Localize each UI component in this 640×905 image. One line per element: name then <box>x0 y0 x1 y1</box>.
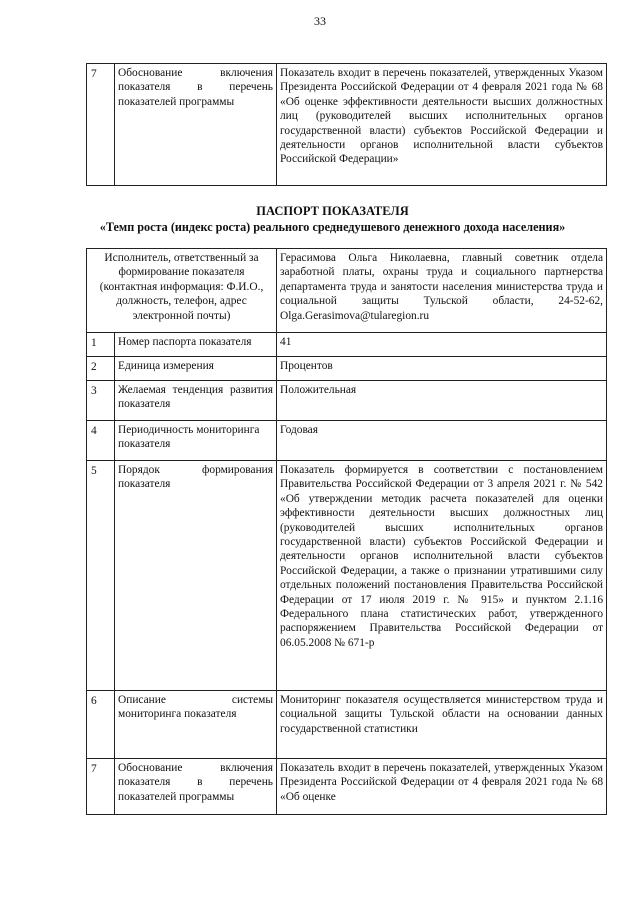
row-value: Показатель входит в перечень показателей, утвержденных Указом Президента Российской Федерации от 4 февраля 2021 года № 68 «Об оценке <box>277 759 607 815</box>
table-row <box>87 381 607 421</box>
row-label: Порядок формирования показателя <box>115 461 277 691</box>
row-number: 6 <box>87 691 115 759</box>
passport-heading <box>60 203 605 235</box>
row-value: Положительная <box>277 381 607 421</box>
table-row <box>87 421 607 461</box>
row-value: Мониторинг показателя осуществляется министерством труда и социальной защиты Тульской области на основании данных государственной статистики <box>277 691 607 759</box>
continuation-table <box>86 63 607 186</box>
table-row <box>87 64 607 186</box>
row-number: 5 <box>87 461 115 691</box>
row-number: 7 <box>87 759 115 815</box>
row-value: Показатель формируется в соответствии с постановлением Правительства Российской Федерации от 3 апреля 2021 г. № 542 «Об утверждении методик расчета показателей для оценки эффективности деятельности высших должностных лиц (руководителей высших исполнительных органов государственной власти) субъектов Российской Федерации и деятельности органов исполнительной власти субъектов Российской Федерации, а также о признании утратившими силу отдельных положений постановления Правительства Российской Федерации от 17 июля 2019 г. № 915» и пунктом 2.1.16 Федерального плана статистических работ, утвержденного распоряжением Правительства Российской Федерации от 06.05.2008 № 671-р <box>277 461 607 691</box>
row-value: 41 <box>277 333 607 357</box>
passport-subtitle: «Темп роста (индекс роста) реального среднедушевого денежного дохода населения» <box>99 220 566 234</box>
executor-value: Герасимова Ольга Николаевна, главный советник отдела заработной платы, охраны труда и социального партнерства департамента труда и занятости населения министерства труда и социальной защиты Тульской области, 24-52-62, Olga.Gerasimova@tularegion.ru <box>277 249 607 333</box>
row-label: Периодичность мониторинга показателя <box>115 421 277 461</box>
row-label: Единица измерения <box>115 357 277 381</box>
row-number: 3 <box>87 381 115 421</box>
row-label: Описание системы мониторинга показателя <box>115 691 277 759</box>
row-number: 1 <box>87 333 115 357</box>
row-value: Годовая <box>277 421 607 461</box>
row-value: Процентов <box>277 357 607 381</box>
page-number: 33 <box>314 14 326 28</box>
row-label: Обоснование включения показателя в перечень показателей программы <box>115 64 277 186</box>
table-row <box>87 461 607 691</box>
row-number: 7 <box>87 64 115 186</box>
passport-table <box>86 248 607 815</box>
passport-title: ПАСПОРТ ПОКАЗАТЕЛЯ <box>256 204 409 218</box>
executor-label: Исполнитель, ответственный за формирование показателя (контактная информация: Ф.И.О., должность, телефон, адрес электронной почты) <box>87 249 277 333</box>
row-label: Обоснование включения показателя в перечень показателей программы <box>115 759 277 815</box>
table-row-executor <box>87 249 607 333</box>
row-number: 4 <box>87 421 115 461</box>
table-row <box>87 691 607 759</box>
table-row <box>87 333 607 357</box>
row-value: Показатель входит в перечень показателей, утвержденных Указом Президента Российской Федерации от 4 февраля 2021 года № 68 «Об оценке эффективности деятельности высших должностных лиц (руководителей высших исполнительных органов государственной власти) субъектов Российской Федерации и деятельности органов исполнительной власти субъектов Российской Федерации» <box>277 64 607 186</box>
row-label: Номер паспорта показателя <box>115 333 277 357</box>
row-label: Желаемая тенденция развития показателя <box>115 381 277 421</box>
row-number: 2 <box>87 357 115 381</box>
table-row <box>87 357 607 381</box>
table-row <box>87 759 607 815</box>
